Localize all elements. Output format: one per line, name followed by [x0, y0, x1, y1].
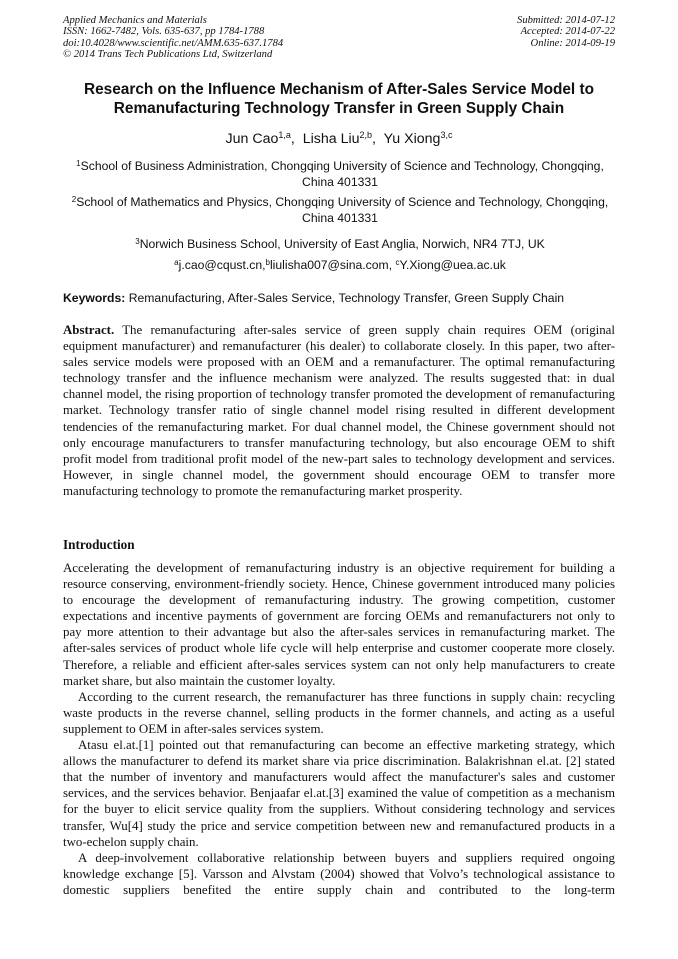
- title-line-2: Remanufacturing Technology Transfer in Green Supply Chain: [113, 100, 565, 117]
- affiliation-line: School of Business Administration, Chongqing University of Science and Technology, Chongqing,: [80, 159, 604, 173]
- submitted-date: Submitted: 2014-07-12: [517, 15, 615, 26]
- keywords: [63, 290, 619, 306]
- author-sup: 3,c: [440, 130, 453, 140]
- author-sup: 2,b: [359, 130, 373, 140]
- email-link[interactable]: j.cao@cqust.cn,: [178, 258, 266, 272]
- email-link[interactable]: Y.Xiong@uea.ac.uk: [399, 258, 506, 272]
- affiliation-line: China 401331: [302, 211, 378, 225]
- abstract: [63, 322, 615, 499]
- keywords-label: Keywords:: [63, 291, 126, 305]
- title-line-1: Research on the Influence Mechanism of After-Sales Service Model to: [83, 81, 595, 98]
- email-sup: c: [395, 258, 400, 267]
- author-sup: 1,a: [278, 130, 291, 140]
- issn-line: ISSN: 1662-7482, Vols. 635-637, pp 1784-1788: [63, 26, 265, 38]
- affiliation-line: School of Mathematics and Physics, Chongqing University of Science and Technology, Chongqing,: [76, 195, 609, 209]
- journal-name: Applied Mechanics and Materials: [63, 15, 207, 26]
- dates-header: [517, 15, 615, 49]
- copyright-line: © 2014 Trans Tech Publications Ltd, Switzerland: [63, 49, 273, 61]
- author-name: Jun Cao: [225, 131, 279, 147]
- abstract-label: Abstract.: [63, 323, 115, 337]
- accepted-date: Accepted: 2014-07-22: [520, 26, 615, 38]
- introduction-body: [63, 560, 615, 898]
- author-name: Lisha Liu: [302, 131, 360, 147]
- affiliation-line: China 401331: [302, 175, 378, 189]
- keywords-text: Remanufacturing, After-Sales Service, Technology Transfer, Green Supply Chain: [128, 291, 565, 305]
- affiliation-2: [62, 192, 618, 226]
- author-emails: [62, 255, 618, 273]
- author-list: Jun Cao$^{1,a}$, Lisha Liu$^{2,b}$, Yu Xiong$^{3,c}$: [225, 130, 453, 147]
- doi-line[interactable]: doi:10.4028/www.scientific.net/AMM.635-637.1784: [63, 37, 284, 49]
- abstract-text: The remanufacturing after-sales service of green supply chain requires OEM (original equipment manufacturer) and remanufacturer (his dealer) to collaborate closely. In this paper, two after-sales service models were proposed with an OEM and a remanufacturer. The optimal remanufacturing technology transfer and the influence mechanism were analyzed. The results suggested that: in dual channel model, the rising proportion of technology transfer promoted the development of remanufacturing market. Technology transfer ratio of single channel model rising resulted in different development tendencies of the remanufacturing market. For dual channel model, the Chinese government should not only encourage manufacturers to transfer manufacturing technology, but also encourage OEM to shift profit model from traditional profit model of the new-part sales to technology development and services. However, in single channel model, the government should encourage OEM to transfer more manufacturing technology to promote the remanufacturing market prosperity.: [63, 323, 615, 498]
- journal-header: [63, 15, 283, 61]
- paper-title: [55, 80, 623, 118]
- paragraph: Accelerating the development of remanufacturing industry is an objective requirement for building a resource conserving, environment-friendly society. Hence, Chinese government introduced many policies to encourage the development of remanufacturing industry. The growing competition, customer expectations and incentive payments of government are forcing OEMs and remanufacturers not only to pay more attention to their advantage but also the after-sales services in remanufacturing market. The after-sales services of product whole life cycle will help enterprise and customer cooperate more closely. Therefore, a reliable and efficient after-sales services system can not only help manufacturers to create market share, but also maintain the customer loyalty.: [63, 561, 615, 688]
- email-sup: a: [174, 258, 179, 267]
- affiliation-1: [62, 156, 618, 190]
- email-sup: b: [265, 258, 270, 267]
- paragraph: According to the current research, the remanufacturer has three functions in supply chain: recycling waste products in the reverse channel, selling products in the former channels, and acting as a useful supplement to OEM in after-sales services system.: [63, 689, 615, 736]
- affiliation-sup: 2: [71, 195, 77, 204]
- email-link[interactable]: liulisha007@sina.com,: [269, 258, 393, 272]
- affiliation-line: Norwich Business School, University of East Anglia, Norwich, NR4 7TJ, UK: [139, 237, 545, 251]
- paragraph: Atasu el.at.[1] pointed out that remanufacturing can become an effective marketing strategy, which allows the manufacturer to defend its market share via price discrimination. Balakrishnan el.at. [2] stated that the number of inventory and manufacturers would affect the manufacturer's sales and customer services, and the services behavior. Benjaafar el.at.[3] examined the value of competition as a mechanism for the buyer to elicit service quality from the suppliers. Without considering technology and services transfer, Wu[4] study the price and service competition between new and remanufactured products in a two-echelon supply chain.: [63, 738, 615, 849]
- affiliation-sup: 1: [76, 159, 81, 168]
- paragraph: A deep-involvement collaborative relationship between buyers and suppliers required ongoing knowledge exchange [5]. Varsson and Alvstam (2004) showed that Volvo’s technological assistance to domestic suppliers benefited the entire supply chain and contributed to the long-term: [63, 850, 615, 897]
- online-date: Online: 2014-09-19: [530, 37, 615, 49]
- affiliation-3: [62, 234, 618, 252]
- section-heading-introduction: Introduction: [63, 537, 135, 552]
- affiliation-sup: 3: [135, 237, 140, 246]
- author-name: Yu Xiong: [383, 131, 441, 147]
